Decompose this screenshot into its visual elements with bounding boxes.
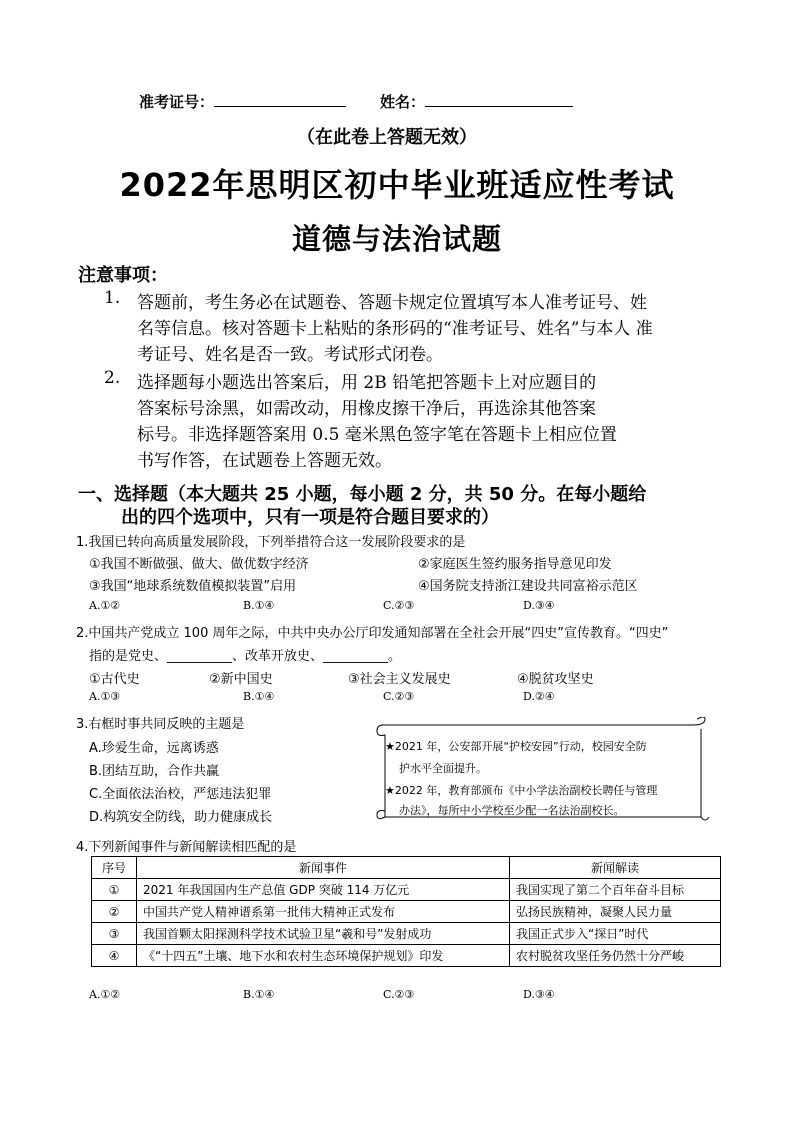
q1-item: ④国务院支持浙江建设共同富裕示范区 <box>418 579 638 594</box>
row-event: 中国共产党人精神谱系第一批伟大精神正式发布 <box>137 901 510 923</box>
note-line: 答案标号涂黑，如需改动，用橡皮擦干净后，再选涂其他答案 <box>137 399 596 419</box>
row-index: ② <box>92 901 137 923</box>
header-event: 新闻事件 <box>137 857 510 879</box>
name-blank <box>425 92 573 107</box>
table-row <box>92 923 721 945</box>
q2-item: ③社会主义发展史 <box>348 672 451 687</box>
q2-choice-c: C.②③ <box>383 690 415 703</box>
row-interpretation: 弘扬民族精神，凝聚人民力量 <box>510 901 721 923</box>
news-table <box>91 856 721 967</box>
invalid-note: （在此卷上答题无效） <box>297 127 477 148</box>
q3-stem: 3.右框时事共同反映的主题是 <box>76 717 245 732</box>
header-index: 序号 <box>92 857 137 879</box>
note-line: 名等信息。核对答题卡上粘贴的条形码的“准考证号、姓名”与本人 准 <box>137 319 653 339</box>
page-subtitle: 道德与法治试题 <box>291 222 502 256</box>
page-title: 2022年思明区初中毕业班适应性考试 <box>119 166 675 204</box>
row-index: ④ <box>92 945 137 967</box>
section-heading-cont: 出的四个选项中，只有一项是符合题目要求的） <box>121 507 499 528</box>
name-field <box>380 91 573 112</box>
note-number: 1. <box>104 288 121 308</box>
scroll-line: ★2022 年，教育部颁布《中小学法治副校长聘任与管理 <box>385 784 658 797</box>
q4-choice-b: B.①④ <box>243 988 275 1001</box>
row-interpretation: 农村脱贫攻坚任务仍然十分严峻 <box>510 945 721 967</box>
note-line: 标号。非选择题答案用 0.5 毫米黑色签字笔在答题卡上相应位置 <box>137 425 617 445</box>
row-event: 2021 年我国国内生产总值 GDP 突破 114 万亿元 <box>137 879 510 901</box>
q2-item: ①古代史 <box>89 672 140 687</box>
q1-choice-b: B.①④ <box>243 599 275 612</box>
name-label: 姓名： <box>380 93 426 111</box>
q2-choice-b: B.①④ <box>243 690 275 703</box>
candidate-id-field <box>139 91 346 112</box>
q1-item: ③我国“地球系统数值模拟装置”启用 <box>89 579 297 594</box>
note-number: 2. <box>104 368 121 388</box>
row-event: 《“十四五”土壤、地下水和农村生态环境保护规划》印发 <box>137 945 510 967</box>
q2-stem: 2.中国共产党成立 100 周年之际，中共中央办公厅印发通知部署在全社会开展“四史”宣传教育。“四史” <box>76 626 669 641</box>
table-row <box>92 945 721 967</box>
row-index: ③ <box>92 923 137 945</box>
q2-item: ④脱贫攻坚史 <box>517 672 594 687</box>
notes-heading: 注意事项： <box>78 265 168 286</box>
q4-choice-a: A.①② <box>89 988 121 1001</box>
q3-option-b: B.团结互助，合作共赢 <box>89 764 220 779</box>
note-line: 答题前，考生务必在试题卷、答题卡规定位置填写本人准考证号、姓 <box>137 293 647 313</box>
q1-item: ②家庭医生签约服务指导意见印发 <box>418 557 612 572</box>
row-interpretation: 我国正式步入“探日”时代 <box>510 923 721 945</box>
note-line: 选择题每小题选出答案后，用 2B 铅笔把答题卡上对应题目的 <box>137 373 597 393</box>
q1-stem: 1.我国已转向高质量发展阶段，下列举措符合这一发展阶段要求的是 <box>76 535 466 550</box>
note-line: 书写作答，在试题卷上答题无效。 <box>137 451 392 471</box>
candidate-id-blank <box>214 92 346 107</box>
row-index: ① <box>92 879 137 901</box>
news-scroll-box <box>375 717 710 825</box>
q1-choice-d: D.③④ <box>523 599 555 612</box>
q4-choice-d: D.③④ <box>523 988 555 1001</box>
row-interpretation: 我国实现了第二个百年奋斗目标 <box>510 879 721 901</box>
scroll-line: ★2021 年，公安部开展“护校安园”行动，校园安全防 <box>385 740 647 753</box>
table-row <box>92 879 721 901</box>
q3-option-c: C.全面依法治校，严惩违法犯罪 <box>89 787 272 802</box>
q3-option-a: A.珍爱生命，远离诱惑 <box>89 741 219 756</box>
q2-choice-d: D.②④ <box>523 690 555 703</box>
q2-stem-cont: 指的是党史、__________、改革开放史、__________。 <box>89 649 402 664</box>
scroll-line: 办法》，每所中小学校至少配一名法治副校长。 <box>399 804 625 817</box>
q4-stem: 4.下列新闻事件与新闻解读相匹配的是 <box>76 840 297 855</box>
q1-choice-c: C.②③ <box>383 599 415 612</box>
table-header-row <box>92 857 721 879</box>
table-row <box>92 901 721 923</box>
q1-item: ①我国不断做强、做大、做优数字经济 <box>89 557 309 572</box>
section-heading: 一、选择题（本大题共 25 小题，每小题 2 分，共 50 分。在每小题给 <box>78 484 647 505</box>
row-event: 我国首颗太阳探测科学技术试验卫星“羲和号”发射成功 <box>137 923 510 945</box>
q2-item: ②新中国史 <box>209 672 273 687</box>
q4-choice-c: C.②③ <box>383 988 415 1001</box>
candidate-id-label: 准考证号： <box>139 93 215 111</box>
q2-choice-a: A.①③ <box>89 690 121 703</box>
q1-choice-a: A.①② <box>89 599 121 612</box>
header-interpretation: 新闻解读 <box>510 857 721 879</box>
scroll-line: 护水平全面提升。 <box>399 762 487 775</box>
q3-option-d: D.构筑安全防线，助力健康成长 <box>89 810 273 825</box>
note-line: 考证号、姓名是否一致。考试形式闭卷。 <box>137 345 443 365</box>
